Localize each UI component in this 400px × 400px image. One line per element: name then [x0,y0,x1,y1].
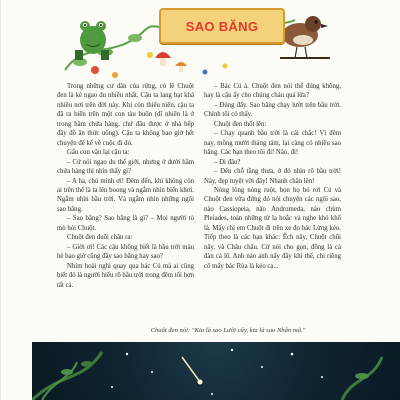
chapter-header-illustration [55,0,345,82]
paragraph: Chuột đen duỗi chân ra: [67,234,133,242]
page-binding-line [0,0,1,400]
text-column-right [204,82,341,271]
paragraph: – Sao băng? Sao băng là gì? – Mọi người tò mò hỏi Chuột. [57,215,194,232]
night-sky-decoration [32,342,400,400]
title-banner [159,8,285,44]
paragraph: – Chạy quanh bầu trời là cái chắc! Vì đêm nay, mồng mười tháng tám, lại càng có nhiều sao băng. Các bạn theo tôi đi! Nào, đi! [204,130,341,157]
frog-illustration [75,21,109,60]
text-column-left [57,82,194,290]
night-sky-illustration [32,342,400,400]
paragraph: – Cứ nói ngao du thế giới, nhưng ở dưới hầm chứa hàng thì nhìn thấy gì? [57,158,194,176]
illustration-caption: Chuột đen nói: "Kia là sao Lười cẩy, kia là sao Nhân mã." [150,327,306,334]
chapter-title: SAO BĂNG [185,18,259,34]
paragraph: – Đi đâu? [214,158,241,166]
paragraph: Nhím hoài nghi quay qua bác Cú mà ai cũng biết đó là người hiểu rõ bầu trời trong đêm tối hơn tất cả. [57,262,194,289]
paragraph: – Bác Cú à. Chuột đen nói thế đúng không, hay là cậu ấy cho chúng cháu quá lửa? [204,83,341,100]
paragraph: – Đến chỗ tầng thưa, ở đó nhìn rõ bầu trời! Này, đẹp tuyệt vời đây! Nhanh chân lên! [204,168,341,185]
paragraph: – A ha, chú mình ơi! Đêm đến, khi không còn ai trên thế là ta lên boong và ngắm nhìn biển khơi. Ngắm nhìn bầu trời. Và ngắm nhìn những ngôi sao băng. [57,177,194,213]
paragraph: Nóng lòng nóng ruột, bọn họ bỏ rơi Cú và Chuột đen vừa đứng đó nói chuyện các ngôi sao, nào Cassiopeia, nào Andromeda, nào chùm Pleiades, toàn những từ lạ hoắc và nghe khó khổ là. Mấy chị em Chuột đi trên xe đo bác Lừng kéo. Tiếp theo là các bạn khác: Ếch nây, Chuột chũi nây, và Châu chấu. Cứ nói cho gọn, đông là cả đàn cả lũ. Anh nào anh nấy đầy khí thế, chỉ riêng cô mấy bác Rùa là kéo ca... [204,186,341,270]
paragraph: – Đúng đấy. Sao băng chạy lướt trên bầu trời. Chính tôi có thấy. [204,101,341,119]
paragraph: – Giời ơi! Các cậu không biết là bầu trời màu hè bao giờ cũng đầy sao băng hay sao? [57,243,194,261]
paragraph: Gấu con vặn lại cậu ta: [67,149,130,157]
paragraph: Chuột đen thốt lên: [214,120,267,128]
paragraph: Trong những cư dân của rừng, có lẽ Chuột đen là kẻ ngao du nhiều nhất. Cậu ta lang bạt khá nhiều nơi trên đời này. Khi còn thiếu niên, cậu ta đã ra biển trên một con tàu buôn (dĩ nhiên là ở trong hầm chứa hàng, chứ đâu được ở nhà bếp đầy đồ ăn thức uống). Cậu ta không bao giờ hết chuyện để kể về cuộc đi đó. [57,83,194,147]
